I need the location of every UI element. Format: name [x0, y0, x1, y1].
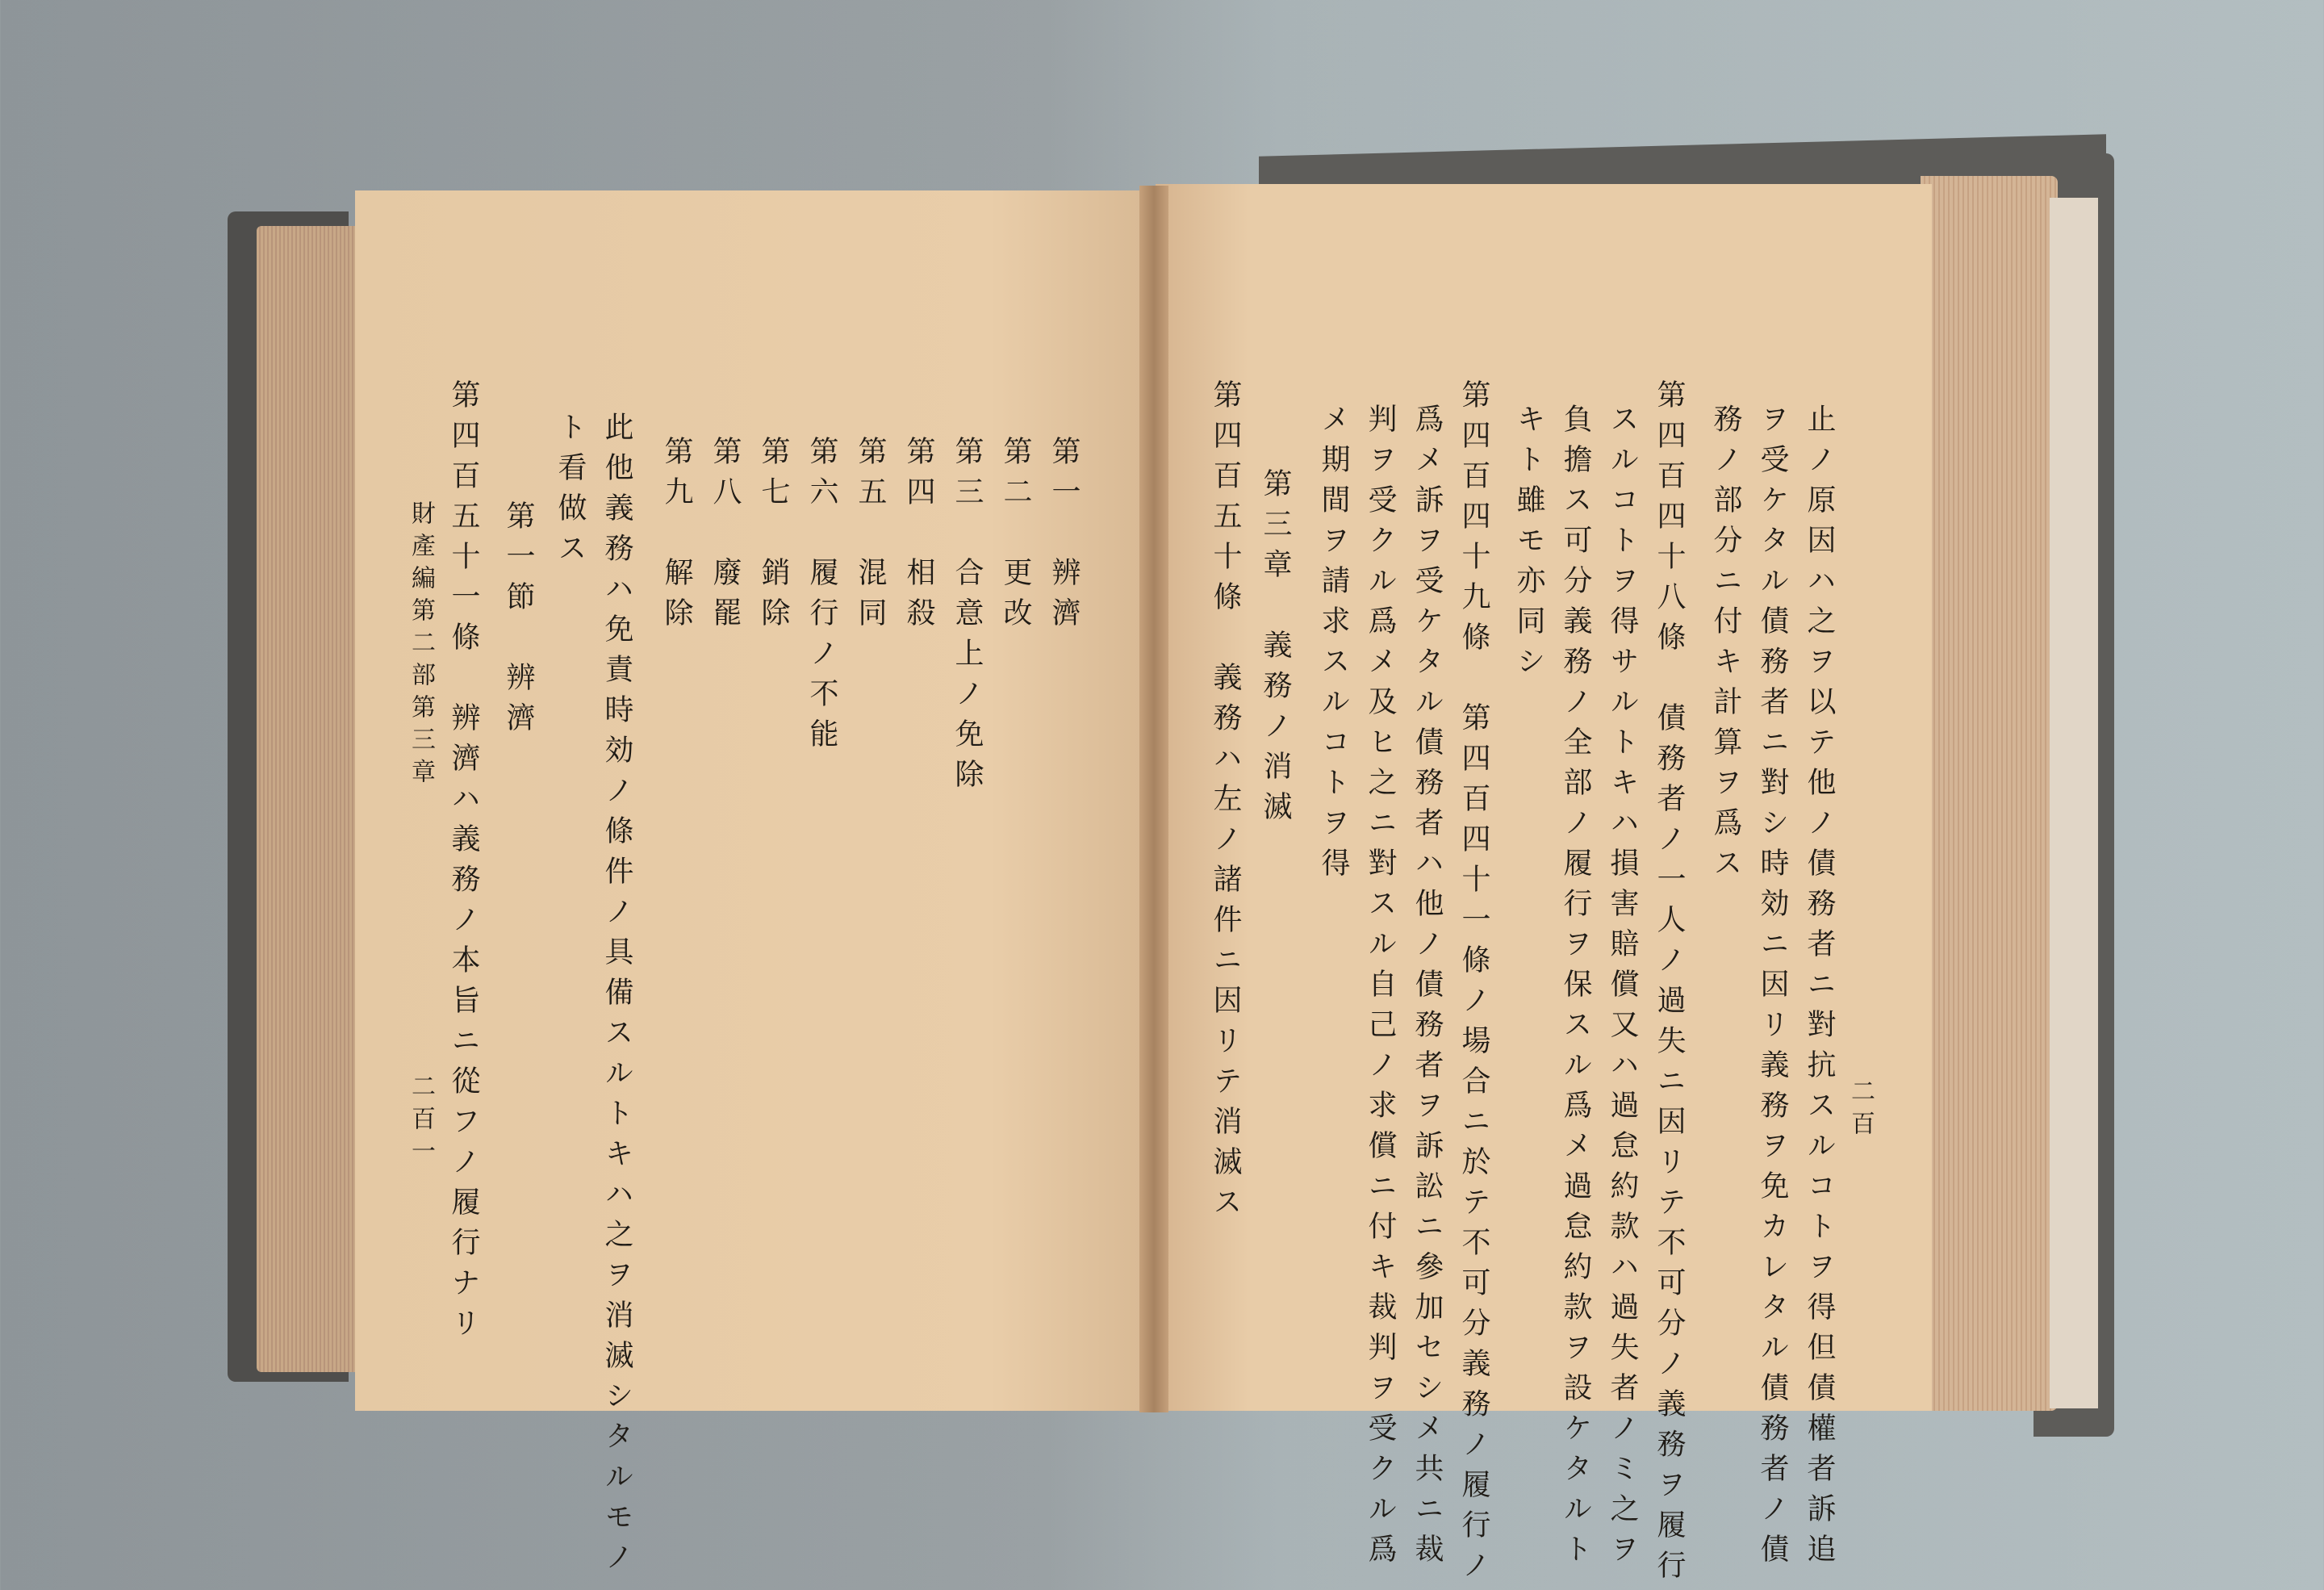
- left-line-12: 第一節 辨濟: [502, 500, 535, 743]
- left-line-4: 第四 相殺: [902, 436, 935, 638]
- right-line-3: 務ノ部分ニ付キ計算ヲ爲ス: [1709, 404, 1742, 888]
- left-line-13: 第四百五十一條 辨濟ハ義務ノ本旨ニ從フノ履行ナリ: [447, 379, 480, 1348]
- right-line-13: 第四百五十條 義務ハ左ノ諸件ニ因リテ消滅ス: [1209, 379, 1242, 1227]
- endpaper-strip: [2050, 198, 2098, 1408]
- right-line-9: 爲メ訴ヲ受ケタル債務者ハ他ノ債務者ヲ訴訟ニ參加セシメ共ニ裁: [1411, 404, 1444, 1574]
- left-page-number: 二百一: [407, 1073, 435, 1170]
- left-line-6: 第六 履行ノ不能: [805, 436, 838, 759]
- left-line-1: 第一 辨濟: [1047, 436, 1080, 638]
- right-line-12: 第三章 義務ノ消滅: [1259, 468, 1292, 831]
- page-edges-left: [257, 226, 363, 1372]
- right-line-6: 負擔ス可分義務ノ全部ノ履行ヲ保スル爲メ過怠約款ヲ設ケタルト: [1559, 404, 1592, 1574]
- book-gutter: [1139, 186, 1168, 1412]
- right-line-8: 第四百四十九條 第四百四十一條ノ場合ニ於テ不可分義務ノ履行ノ: [1457, 379, 1490, 1590]
- left-line-5: 第五 混同: [854, 436, 887, 638]
- left-line-7: 第七 銷除: [757, 436, 790, 638]
- left-line-10: 此他義務ハ免責時効ノ條件ノ具備スルトキハ之ヲ消滅シタルモノ: [600, 412, 633, 1582]
- left-line-8: 第八 廢罷: [708, 436, 742, 638]
- right-line-7: キト雖モ亦同シ: [1512, 404, 1545, 686]
- left-line-11: ト看做ス: [554, 412, 587, 573]
- left-line-9: 第九 解除: [660, 436, 693, 638]
- right-line-1: 止ノ原因ハ之ヲ以テ他ノ債務者ニ對抗スルコトヲ得但債權者訴追: [1803, 404, 1836, 1574]
- right-line-2: ヲ受ケタル債務者ニ對シ時効ニ因リ義務ヲ免カレタル債務者ノ債: [1756, 404, 1789, 1574]
- left-line-3: 第三 合意上ノ免除: [951, 436, 984, 799]
- right-line-11: メ期間ヲ請求スルコトヲ得: [1317, 404, 1350, 888]
- page-edges-right: [1921, 176, 2058, 1411]
- right-page-number: 二百: [1846, 1078, 1875, 1143]
- right-line-10: 判ヲ受クル爲メ及ヒ之ニ對スル自己ノ求償ニ付キ裁判ヲ受クル爲: [1364, 404, 1397, 1574]
- left-line-2: 第二 更改: [999, 436, 1032, 638]
- right-line-4: 第四百四十八條 債務者ノ一人ノ過失ニ因リテ不可分ノ義務ヲ履行: [1653, 379, 1686, 1590]
- right-line-5: スルコトヲ得サルトキハ損害賠償又ハ過怠約款ハ過失者ノミ之ヲ: [1606, 404, 1639, 1574]
- left-running-header: 財產編第二部第三章: [407, 500, 435, 791]
